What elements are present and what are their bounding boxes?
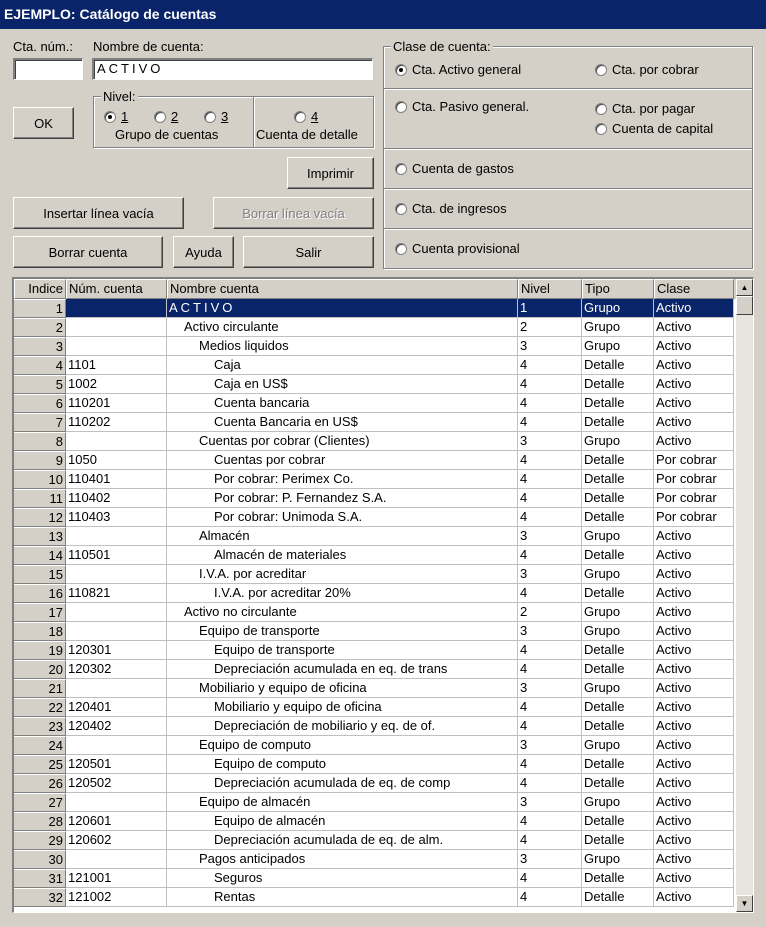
nivel-radio-4[interactable]: 4 (294, 109, 318, 124)
cell-tipo[interactable]: Grupo (582, 527, 654, 546)
table-row[interactable] (14, 717, 753, 736)
table-row[interactable] (14, 565, 753, 584)
nivel-label: Nivel: (103, 89, 136, 104)
table-row[interactable] (14, 413, 753, 432)
cell-tipo[interactable]: Grupo (582, 337, 654, 356)
table-row[interactable] (14, 603, 753, 622)
cell-tipo[interactable]: Detalle (582, 508, 654, 527)
cell-clase[interactable]: Activo (654, 527, 734, 546)
cell-nombre-cuenta[interactable]: Por cobrar: Perimex Co. (167, 470, 518, 489)
radio-dot-icon (395, 243, 407, 255)
cell-nombre-cuenta[interactable]: Mobiliario y equipo de oficina (167, 679, 518, 698)
nombre-label: Nombre de cuenta: (93, 39, 204, 54)
cell-nivel[interactable]: 4 (518, 888, 582, 907)
cell-num-cuenta[interactable]: 110821 (66, 584, 167, 603)
accounts-grid[interactable] (12, 277, 754, 913)
cell-num-cuenta[interactable]: 120301 (66, 641, 167, 660)
cell-tipo[interactable]: Detalle (582, 375, 654, 394)
cell-indice[interactable]: 32 (14, 888, 66, 907)
cell-nombre-cuenta[interactable]: Por cobrar: Unimoda S.A. (167, 508, 518, 527)
clase-group (383, 46, 753, 269)
cell-nombre-cuenta[interactable]: Depreciación acumulada de eq. de alm. (167, 831, 518, 850)
cell-nivel[interactable]: 3 (518, 527, 582, 546)
cell-tipo[interactable]: Detalle (582, 660, 654, 679)
cell-clase[interactable]: Por cobrar (654, 489, 734, 508)
cell-tipo[interactable]: Detalle (582, 546, 654, 565)
clase-radio-ingresos[interactable]: Cta. de ingresos (395, 201, 507, 216)
table-row[interactable] (14, 508, 753, 527)
cell-nombre-cuenta[interactable]: Medios liquidos (167, 337, 518, 356)
cell-indice[interactable]: 29 (14, 831, 66, 850)
cell-clase[interactable]: Activo (654, 698, 734, 717)
cell-nivel[interactable]: 3 (518, 679, 582, 698)
cell-nombre-cuenta[interactable]: Caja (167, 356, 518, 375)
table-row[interactable] (14, 489, 753, 508)
scroll-thumb[interactable] (736, 296, 753, 315)
grupo-label: Grupo de cuentas (115, 127, 219, 142)
cell-clase[interactable]: Activo (654, 812, 734, 831)
cell-num-cuenta[interactable]: 110201 (66, 394, 167, 413)
nivel-radio-3[interactable]: 3 (204, 109, 228, 124)
table-row[interactable] (14, 736, 753, 755)
cell-indice[interactable]: 24 (14, 736, 66, 755)
table-row[interactable] (14, 622, 753, 641)
cell-tipo[interactable]: Detalle (582, 755, 654, 774)
cell-nombre-cuenta[interactable]: Por cobrar: P. Fernandez S.A. (167, 489, 518, 508)
cell-tipo[interactable]: Detalle (582, 831, 654, 850)
grid-header (14, 279, 753, 299)
clase-radio-pasivo-general[interactable]: Cta. Pasivo general. (395, 99, 529, 114)
header-nivel[interactable]: Nivel (518, 279, 582, 299)
table-row[interactable] (14, 318, 753, 337)
cell-nombre-cuenta[interactable]: Depreciación acumulada de eq. de comp (167, 774, 518, 793)
cell-indice[interactable]: 9 (14, 451, 66, 470)
cell-nivel[interactable]: 3 (518, 793, 582, 812)
cell-tipo[interactable]: Detalle (582, 584, 654, 603)
ok-button[interactable]: OK (13, 107, 74, 139)
cell-num-cuenta[interactable]: 110403 (66, 508, 167, 527)
cell-nombre-cuenta[interactable]: Mobiliario y equipo de oficina (167, 698, 518, 717)
cell-tipo[interactable]: Detalle (582, 356, 654, 375)
cell-nombre-cuenta[interactable]: Almacén de materiales (167, 546, 518, 565)
cell-tipo[interactable]: Detalle (582, 717, 654, 736)
radio-dot-icon (204, 111, 216, 123)
cell-clase[interactable]: Activo (654, 888, 734, 907)
cell-clase[interactable]: Activo (654, 660, 734, 679)
cell-clase[interactable]: Activo (654, 413, 734, 432)
salir-button[interactable]: Salir (243, 236, 374, 268)
cell-clase[interactable]: Activo (654, 869, 734, 888)
cell-nivel[interactable]: 4 (518, 755, 582, 774)
cta-num-label: Cta. núm.: (13, 39, 73, 54)
cell-indice[interactable]: 7 (14, 413, 66, 432)
cell-num-cuenta[interactable] (66, 565, 167, 584)
cell-indice[interactable]: 27 (14, 793, 66, 812)
radio-dot-icon (595, 64, 607, 76)
cell-nivel[interactable]: 4 (518, 698, 582, 717)
table-row[interactable] (14, 394, 753, 413)
cell-num-cuenta[interactable] (66, 527, 167, 546)
cell-clase[interactable]: Por cobrar (654, 508, 734, 527)
cell-indice[interactable]: 15 (14, 565, 66, 584)
borrar-cuenta-button[interactable]: Borrar cuenta (13, 236, 163, 268)
clase-radio-por-pagar[interactable]: Cta. por pagar (595, 101, 695, 116)
table-row[interactable] (14, 793, 753, 812)
cell-num-cuenta[interactable] (66, 337, 167, 356)
cell-nivel[interactable]: 4 (518, 660, 582, 679)
table-row[interactable] (14, 299, 753, 318)
cell-nivel[interactable]: 4 (518, 774, 582, 793)
radio-dot-icon (595, 123, 607, 135)
clase-radio-provisional[interactable]: Cuenta provisional (395, 241, 520, 256)
cell-nivel[interactable]: 2 (518, 603, 582, 622)
cell-tipo[interactable]: Detalle (582, 413, 654, 432)
cell-nivel[interactable]: 2 (518, 318, 582, 337)
cell-nombre-cuenta[interactable]: Activo no circulante (167, 603, 518, 622)
cell-indice[interactable]: 8 (14, 432, 66, 451)
cell-num-cuenta[interactable]: 1101 (66, 356, 167, 375)
cell-clase[interactable]: Activo (654, 337, 734, 356)
cell-nombre-cuenta[interactable]: Equipo de almacén (167, 812, 518, 831)
radio-dot-icon (395, 101, 407, 113)
table-row[interactable] (14, 641, 753, 660)
table-row[interactable] (14, 546, 753, 565)
cell-indice[interactable]: 25 (14, 755, 66, 774)
table-row[interactable] (14, 432, 753, 451)
cell-indice[interactable]: 12 (14, 508, 66, 527)
cell-indice[interactable]: 17 (14, 603, 66, 622)
cell-nivel[interactable]: 4 (518, 508, 582, 527)
cell-nivel[interactable]: 4 (518, 470, 582, 489)
cell-indice[interactable]: 16 (14, 584, 66, 603)
detalle-label: Cuenta de detalle (256, 127, 358, 142)
cell-nivel[interactable]: 4 (518, 413, 582, 432)
clase-radio-gastos[interactable]: Cuenta de gastos (395, 161, 514, 176)
cell-nivel[interactable]: 4 (518, 489, 582, 508)
cell-indice[interactable]: 3 (14, 337, 66, 356)
cell-num-cuenta[interactable]: 120502 (66, 774, 167, 793)
cell-nivel[interactable]: 3 (518, 850, 582, 869)
cell-num-cuenta[interactable]: 1002 (66, 375, 167, 394)
cell-nombre-cuenta[interactable]: Activo circulante (167, 318, 518, 337)
radio-dot-icon (154, 111, 166, 123)
cell-nombre-cuenta[interactable]: Depreciación acumulada en eq. de trans (167, 660, 518, 679)
cell-indice[interactable]: 10 (14, 470, 66, 489)
imprimir-button[interactable] (287, 157, 374, 189)
cell-num-cuenta[interactable]: 1050 (66, 451, 167, 470)
cell-nombre-cuenta[interactable]: Cuentas por cobrar (Clientes) (167, 432, 518, 451)
scroll-up-icon[interactable]: ▲ (736, 279, 753, 296)
cell-num-cuenta[interactable]: 120402 (66, 717, 167, 736)
cell-indice[interactable]: 31 (14, 869, 66, 888)
cell-nombre-cuenta[interactable]: Cuentas por cobrar (167, 451, 518, 470)
cell-clase[interactable]: Activo (654, 356, 734, 375)
cell-nombre-cuenta[interactable]: Equipo de transporte (167, 641, 518, 660)
table-row[interactable] (14, 375, 753, 394)
cell-nombre-cuenta[interactable]: Depreciación de mobiliario y eq. de of. (167, 717, 518, 736)
cell-num-cuenta[interactable] (66, 793, 167, 812)
table-row[interactable] (14, 584, 753, 603)
cell-clase[interactable]: Activo (654, 622, 734, 641)
cell-nivel[interactable]: 4 (518, 831, 582, 850)
cell-indice[interactable]: 21 (14, 679, 66, 698)
clase-radio-capital[interactable]: Cuenta de capital (595, 121, 713, 136)
clase-radio-por-cobrar[interactable]: Cta. por cobrar (595, 62, 699, 77)
cell-clase[interactable]: Activo (654, 394, 734, 413)
cell-num-cuenta[interactable] (66, 679, 167, 698)
cell-indice[interactable]: 20 (14, 660, 66, 679)
cell-tipo[interactable]: Detalle (582, 812, 654, 831)
header-tipo[interactable]: Tipo (582, 279, 654, 299)
table-row[interactable] (14, 755, 753, 774)
cell-num-cuenta[interactable] (66, 736, 167, 755)
table-row[interactable] (14, 527, 753, 546)
cell-nivel[interactable]: 4 (518, 356, 582, 375)
table-row[interactable] (14, 470, 753, 489)
cell-tipo[interactable]: Grupo (582, 793, 654, 812)
cell-num-cuenta[interactable] (66, 318, 167, 337)
cell-clase[interactable]: Activo (654, 831, 734, 850)
cell-nivel[interactable]: 4 (518, 641, 582, 660)
scroll-down-icon[interactable]: ▼ (736, 895, 753, 912)
radio-dot-icon (395, 163, 407, 175)
cell-nivel[interactable]: 4 (518, 812, 582, 831)
cell-tipo[interactable]: Detalle (582, 641, 654, 660)
cell-indice[interactable]: 28 (14, 812, 66, 831)
cell-num-cuenta[interactable] (66, 622, 167, 641)
cell-indice[interactable]: 4 (14, 356, 66, 375)
cell-tipo[interactable]: Grupo (582, 565, 654, 584)
cell-tipo[interactable]: Grupo (582, 603, 654, 622)
cell-clase[interactable]: Activo (654, 318, 734, 337)
cell-num-cuenta[interactable]: 120302 (66, 660, 167, 679)
cell-indice[interactable]: 22 (14, 698, 66, 717)
radio-dot-icon (395, 203, 407, 215)
cell-clase[interactable]: Activo (654, 774, 734, 793)
nivel-divider (253, 97, 255, 147)
cell-tipo[interactable]: Detalle (582, 394, 654, 413)
cell-num-cuenta[interactable] (66, 432, 167, 451)
cell-clase[interactable]: Por cobrar (654, 451, 734, 470)
cell-num-cuenta[interactable]: 121002 (66, 888, 167, 907)
cell-clase[interactable]: Activo (654, 546, 734, 565)
cell-tipo[interactable]: Grupo (582, 850, 654, 869)
cell-nivel[interactable]: 4 (518, 394, 582, 413)
clase-divider (384, 188, 752, 190)
cell-nombre-cuenta[interactable]: Cuenta Bancaria en US$ (167, 413, 518, 432)
cell-tipo[interactable]: Grupo (582, 679, 654, 698)
cell-nivel[interactable]: 4 (518, 451, 582, 470)
imprimir-label: Imprimir (307, 165, 354, 181)
header-nombre-cuenta[interactable]: Nombre cuenta (167, 279, 518, 299)
nivel-radio-1[interactable]: 1 (104, 109, 128, 124)
cell-tipo[interactable]: Grupo (582, 432, 654, 451)
table-row[interactable] (14, 337, 753, 356)
cell-tipo[interactable]: Detalle (582, 774, 654, 793)
cell-num-cuenta[interactable]: 110402 (66, 489, 167, 508)
cell-nombre-cuenta[interactable]: Equipo de transporte (167, 622, 518, 641)
cell-nombre-cuenta[interactable]: ACTIVO (167, 299, 518, 318)
cell-indice[interactable]: 13 (14, 527, 66, 546)
cell-num-cuenta[interactable] (66, 850, 167, 869)
cell-indice[interactable]: 18 (14, 622, 66, 641)
header-clase[interactable]: Clase (654, 279, 734, 299)
clase-divider (384, 228, 752, 230)
table-row[interactable] (14, 774, 753, 793)
cell-clase[interactable]: Activo (654, 584, 734, 603)
cell-clase[interactable]: Activo (654, 299, 734, 318)
cell-indice[interactable]: 1 (14, 299, 66, 318)
cta-num-input[interactable] (13, 58, 83, 80)
radio-dot-icon (104, 111, 116, 123)
cell-clase[interactable]: Activo (654, 736, 734, 755)
cell-nivel[interactable]: 3 (518, 622, 582, 641)
header-num-cuenta[interactable]: Núm. cuenta (66, 279, 167, 299)
vertical-scrollbar[interactable] (736, 279, 753, 912)
cell-nombre-cuenta[interactable]: Seguros (167, 869, 518, 888)
cell-clase[interactable]: Activo (654, 565, 734, 584)
cell-nivel[interactable]: 4 (518, 375, 582, 394)
borrar-linea-button[interactable]: Borrar línea vacía (213, 197, 374, 229)
table-row[interactable] (14, 698, 753, 717)
table-row[interactable] (14, 451, 753, 470)
cell-nivel[interactable]: 1 (518, 299, 582, 318)
cell-clase[interactable]: Activo (654, 850, 734, 869)
grid-body (14, 299, 753, 907)
cell-num-cuenta[interactable]: 121001 (66, 869, 167, 888)
clase-divider (384, 148, 752, 150)
cell-clase[interactable]: Activo (654, 641, 734, 660)
cell-num-cuenta[interactable]: 110501 (66, 546, 167, 565)
cell-tipo[interactable]: Detalle (582, 888, 654, 907)
table-row[interactable] (14, 679, 753, 698)
table-row[interactable] (14, 888, 753, 907)
cell-num-cuenta[interactable] (66, 299, 167, 318)
insertar-linea-button[interactable]: Insertar línea vacía (13, 197, 184, 229)
cell-indice[interactable]: 23 (14, 717, 66, 736)
table-row[interactable] (14, 812, 753, 831)
cell-clase[interactable]: Activo (654, 432, 734, 451)
table-row[interactable] (14, 356, 753, 375)
cell-indice[interactable]: 30 (14, 850, 66, 869)
table-row[interactable] (14, 869, 753, 888)
cell-indice[interactable]: 26 (14, 774, 66, 793)
cell-tipo[interactable]: Detalle (582, 698, 654, 717)
cell-indice[interactable]: 19 (14, 641, 66, 660)
table-row[interactable] (14, 831, 753, 850)
cell-nombre-cuenta[interactable]: Equipo de computo (167, 755, 518, 774)
radio-dot-icon (294, 111, 306, 123)
radio-dot-icon (595, 103, 607, 115)
cell-clase[interactable]: Por cobrar (654, 470, 734, 489)
cell-nombre-cuenta[interactable]: Pagos anticipados (167, 850, 518, 869)
header-indice[interactable]: Indice (14, 279, 66, 299)
cell-num-cuenta[interactable]: 120401 (66, 698, 167, 717)
table-row[interactable] (14, 660, 753, 679)
cell-num-cuenta[interactable]: 120501 (66, 755, 167, 774)
radio-dot-icon (395, 64, 407, 76)
cell-nombre-cuenta[interactable]: I.V.A. por acreditar 20% (167, 584, 518, 603)
cell-clase[interactable]: Activo (654, 793, 734, 812)
cell-nombre-cuenta[interactable]: I.V.A. por acreditar (167, 565, 518, 584)
cell-nivel[interactable]: 3 (518, 565, 582, 584)
cell-num-cuenta[interactable]: 120601 (66, 812, 167, 831)
cell-nivel[interactable]: 4 (518, 717, 582, 736)
cell-clase[interactable]: Activo (654, 679, 734, 698)
cell-nivel[interactable]: 3 (518, 337, 582, 356)
cell-indice[interactable]: 5 (14, 375, 66, 394)
cell-clase[interactable]: Activo (654, 375, 734, 394)
cell-nombre-cuenta[interactable]: Almacén (167, 527, 518, 546)
cell-nombre-cuenta[interactable]: Equipo de almacén (167, 793, 518, 812)
cell-num-cuenta[interactable]: 110202 (66, 413, 167, 432)
cell-tipo[interactable]: Detalle (582, 470, 654, 489)
cell-indice[interactable]: 14 (14, 546, 66, 565)
cell-tipo[interactable]: Grupo (582, 318, 654, 337)
cell-indice[interactable]: 11 (14, 489, 66, 508)
cell-clase[interactable]: Activo (654, 603, 734, 622)
cell-nombre-cuenta[interactable]: Rentas (167, 888, 518, 907)
cell-nombre-cuenta[interactable]: Caja en US$ (167, 375, 518, 394)
cell-nivel[interactable]: 3 (518, 736, 582, 755)
nombre-input[interactable]: ACTIVO (92, 58, 373, 80)
cell-clase[interactable]: Activo (654, 755, 734, 774)
cell-nombre-cuenta[interactable]: Cuenta bancaria (167, 394, 518, 413)
cell-nivel[interactable]: 4 (518, 584, 582, 603)
clase-label: Clase de cuenta: (393, 39, 491, 54)
cell-nivel[interactable]: 4 (518, 546, 582, 565)
cell-tipo[interactable]: Grupo (582, 736, 654, 755)
cell-indice[interactable]: 6 (14, 394, 66, 413)
clase-radio-activo-general[interactable]: Cta. Activo general (395, 62, 521, 77)
cell-tipo[interactable]: Grupo (582, 622, 654, 641)
ayuda-button[interactable]: Ayuda (173, 236, 234, 268)
window-title: EJEMPLO: Catálogo de cuentas (0, 0, 766, 29)
cell-num-cuenta[interactable] (66, 603, 167, 622)
cell-indice[interactable]: 2 (14, 318, 66, 337)
cell-nombre-cuenta[interactable]: Equipo de computo (167, 736, 518, 755)
cell-nivel[interactable]: 3 (518, 432, 582, 451)
cell-num-cuenta[interactable]: 120602 (66, 831, 167, 850)
cell-tipo[interactable]: Detalle (582, 489, 654, 508)
nivel-radio-2[interactable]: 2 (154, 109, 178, 124)
cell-tipo[interactable]: Grupo (582, 299, 654, 318)
cell-nivel[interactable]: 4 (518, 869, 582, 888)
clase-divider (384, 88, 752, 90)
cell-tipo[interactable]: Detalle (582, 451, 654, 470)
cell-num-cuenta[interactable]: 110401 (66, 470, 167, 489)
table-row[interactable] (14, 850, 753, 869)
cell-clase[interactable]: Activo (654, 717, 734, 736)
cell-tipo[interactable]: Detalle (582, 869, 654, 888)
